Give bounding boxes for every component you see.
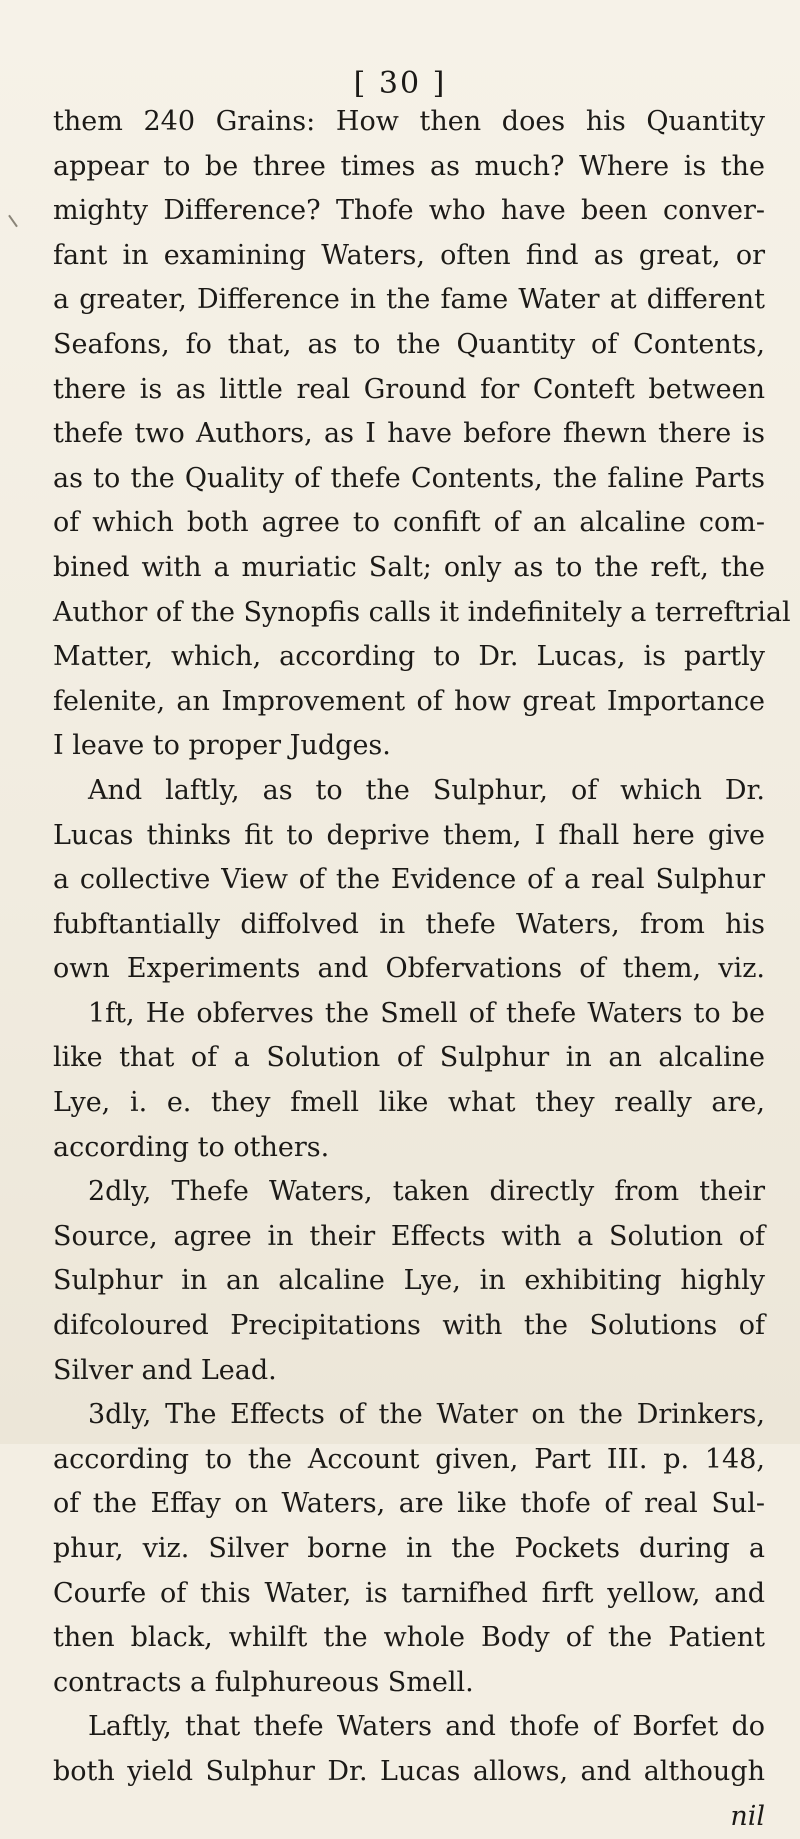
text-line: according to others. xyxy=(53,1131,330,1163)
text-line: fant in examining Waters, often find as great, or xyxy=(53,239,765,271)
text-line: bined with a muriatic Salt; only as to the reft, the xyxy=(53,551,765,583)
text-line: appear to be three times as much? Where is the xyxy=(53,150,765,182)
text-line: Courfe of this Water, is tarnifhed firft yellow, and xyxy=(53,1577,765,1609)
text-line: a collective View of the Evidence of a real Sulphur xyxy=(53,864,765,896)
text-line: fubftantially diffolved in thefe Waters, from his xyxy=(53,908,765,940)
text-line: Laftly, that thefe Waters and thofe of Borfet do xyxy=(88,1711,765,1743)
page-number: [ 30 ] xyxy=(353,66,447,101)
text-line: of which both agree to confift of an alcaline com- xyxy=(53,507,765,539)
text-line: Silver and Lead. xyxy=(53,1354,277,1386)
text-line: Source, agree in their Effects with a Solution of xyxy=(53,1220,765,1252)
text-line: thefe two Authors, as I have before fhewn there is xyxy=(53,418,765,450)
text-line: 2dly, Thefe Waters, taken directly from their xyxy=(88,1176,765,1208)
text-line: Lye, i. e. they fmell like what they really are, xyxy=(53,1087,765,1119)
text-line: Seafons, fo that, as to the Quantity of Contents, xyxy=(53,328,765,360)
text-line: Matter, which, according to Dr. Lucas, is partly xyxy=(53,641,765,673)
text-line: 3dly, The Effects of the Water on the Drinkers, xyxy=(88,1399,765,1431)
text-line: them 240 Grains: How then does his Quantity xyxy=(53,106,765,137)
text-line: both yield Sulphur Dr. Lucas allows, and although xyxy=(53,1755,765,1787)
text-line: And laftly, as to the Sulphur, of which Dr. xyxy=(88,774,765,806)
text-line: as to the Quality of thefe Contents, the faline Parts xyxy=(53,462,765,494)
text-line: then black, whilft the whole Body of the Patient xyxy=(53,1622,765,1654)
text-line: Author of the Synopfis calls it indefinitely a terreftrial xyxy=(53,596,791,628)
text-line: Sulphur in an alcaline Lye, in exhibiting highly xyxy=(53,1265,765,1297)
body-text xyxy=(53,100,791,1839)
text-line: of the Effay on Waters, are like thofe of real Sul- xyxy=(53,1488,765,1520)
text-line: mighty Difference? Thofe who have been conver- xyxy=(53,195,765,227)
catchword: nil xyxy=(730,1800,765,1832)
text-line: phur, viz. Silver borne in the Pockets during a xyxy=(53,1533,765,1564)
text-line: there is as little real Ground for Conteft between xyxy=(53,373,765,405)
text-line: Lucas thinks fit to deprive them, I fhall here give xyxy=(53,819,765,851)
text-line: own Experiments and Obfervations of them, viz. xyxy=(53,953,765,985)
text-line: 1ft, He obferves the Smell of thefe Waters to be xyxy=(88,997,765,1029)
text-line: like that of a Solution of Sulphur in an alcaline xyxy=(53,1042,765,1074)
text-line: difcoloured Precipitations with the Solutions of xyxy=(53,1310,765,1342)
text-line: contracts a fulphureous Smell. xyxy=(53,1666,474,1698)
text-line: according to the Account given, Part III. p. 148, xyxy=(53,1443,765,1475)
margin-ink-mark xyxy=(8,215,18,228)
text-line: felenite, an Improvement of how great Importance xyxy=(53,685,765,717)
text-line: a greater, Difference in the fame Water at different xyxy=(53,284,765,316)
text-line: I leave to proper Judges. xyxy=(53,730,391,762)
